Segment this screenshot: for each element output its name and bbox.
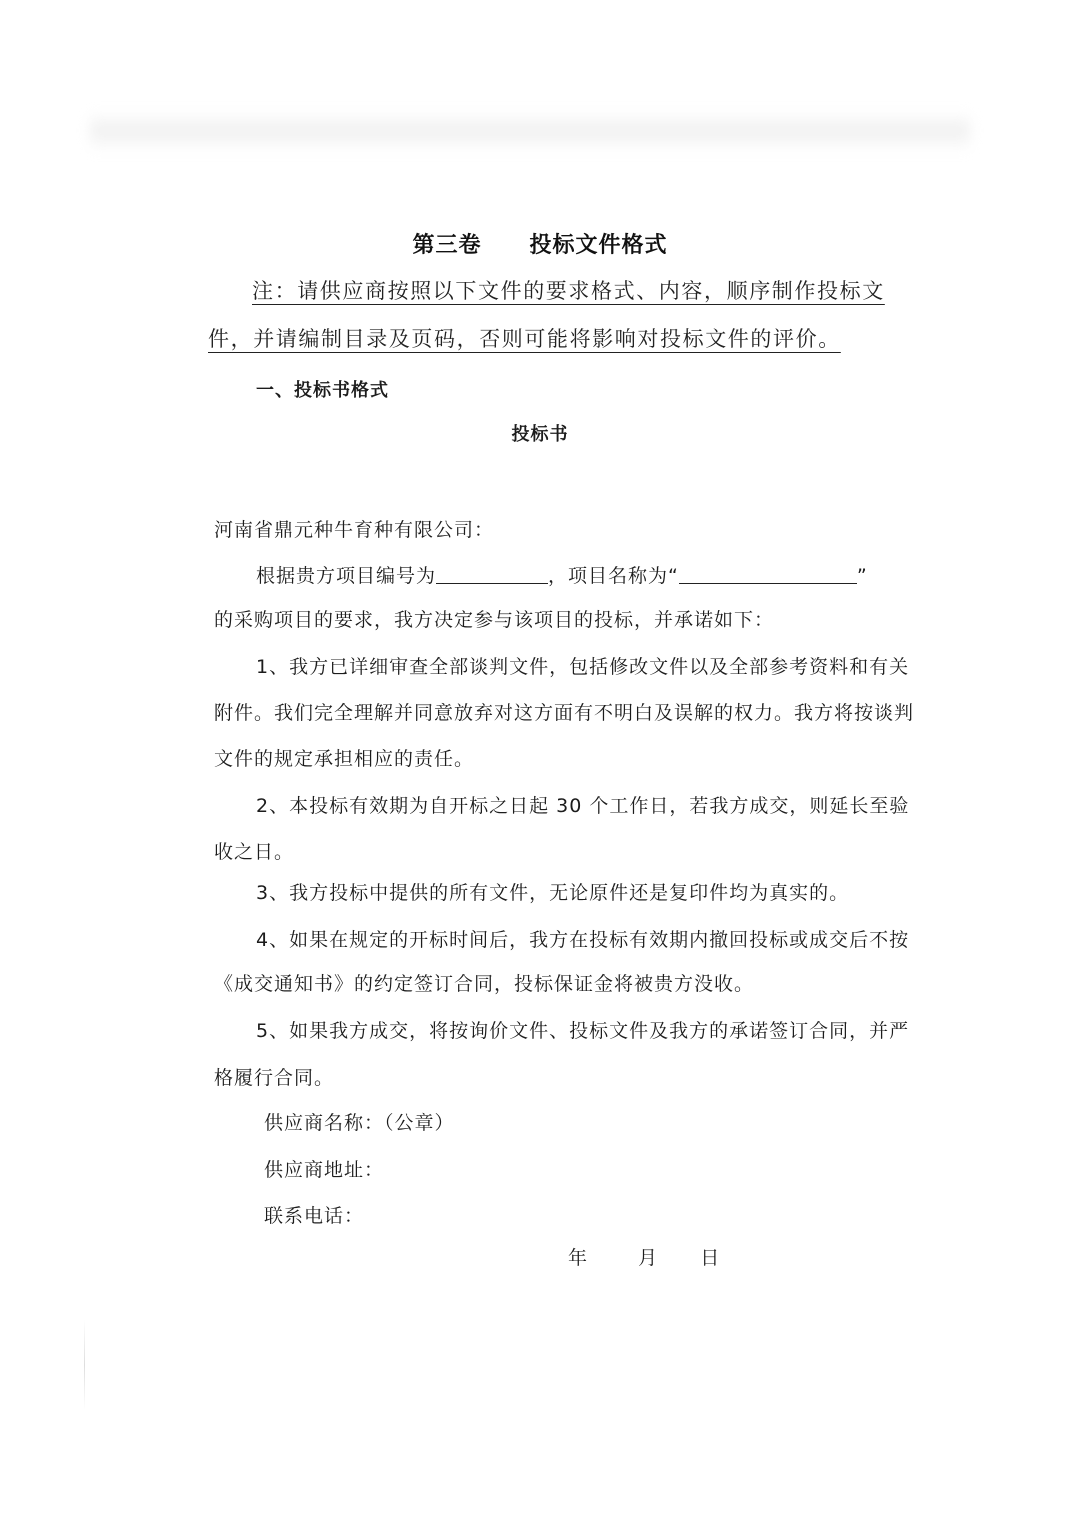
supplier-address-field: 供应商地址： <box>264 1159 385 1181</box>
note-line-2: 件，并请编制目录及页码，否则可能将影响对投标文件的评价。 <box>208 327 841 351</box>
date-month: 月 <box>638 1247 659 1269</box>
supplier-name-field: 供应商名称：（公章） <box>264 1112 455 1134</box>
clause-5-line-2: 格履行合同。 <box>214 1067 335 1089</box>
section-heading: 一、投标书格式 <box>256 380 389 401</box>
volume-name: 投标文件格式 <box>529 233 668 258</box>
note-line-1: 注：请供应商按照以下文件的要求格式、内容，顺序制作投标文 <box>252 279 885 303</box>
scan-smudge <box>90 112 970 152</box>
phone-field: 联系电话： <box>264 1205 365 1227</box>
addressee: 河南省鼎元种牛育种有限公司： <box>214 519 495 541</box>
intro-line-1 <box>256 563 868 589</box>
document-title: 投标书 <box>511 424 569 445</box>
clause-2-line-2: 收之日。 <box>214 841 295 863</box>
clause-4-line-2: 《成交通知书》的约定签订合同，投标保证金将被贵方没收。 <box>214 973 755 995</box>
clause-5-line-1: 5、如果我方成交，将按询价文件、投标文件及我方的承诺签订合同，并严 <box>256 1020 910 1042</box>
clause-1-line-2: 附件。我们完全理解并同意放弃对这方面有不明白及误解的权力。我方将按谈判 <box>214 702 915 724</box>
clause-1-line-1: 1、我方已详细审查全部谈判文件，包括修改文件以及全部参考资料和有关 <box>256 656 910 678</box>
clause-1-line-3: 文件的规定承担相应的责任。 <box>214 748 475 770</box>
intro-line-2: 的采购项目的要求，我方决定参与该项目的投标，并承诺如下： <box>214 609 775 631</box>
project-name-blank <box>679 565 857 584</box>
intro-part-a: 根据贵方项目编号为 <box>256 565 437 587</box>
intro-part-c: ” <box>856 565 868 587</box>
date-year: 年 <box>568 1247 589 1269</box>
clause-4-line-1: 4、如果在规定的开标时间后，我方在投标有效期内撤回投标或成交后不按 <box>256 929 910 951</box>
project-number-blank <box>436 565 548 584</box>
clause-2-line-1: 2、本投标有效期为自开标之日起 30 个工作日，若我方成交，则延长至验 <box>256 795 910 817</box>
scan-edge-mark <box>84 1320 85 1410</box>
date-day: 日 <box>700 1247 721 1269</box>
clause-3-line-1: 3、我方投标中提供的所有文件，无论原件还是复印件均为真实的。 <box>256 882 850 904</box>
intro-part-b: ，项目名称为“ <box>548 565 679 587</box>
volume-title <box>0 228 1080 259</box>
volume-number: 第三卷 <box>412 233 482 258</box>
date-line <box>568 1245 720 1271</box>
